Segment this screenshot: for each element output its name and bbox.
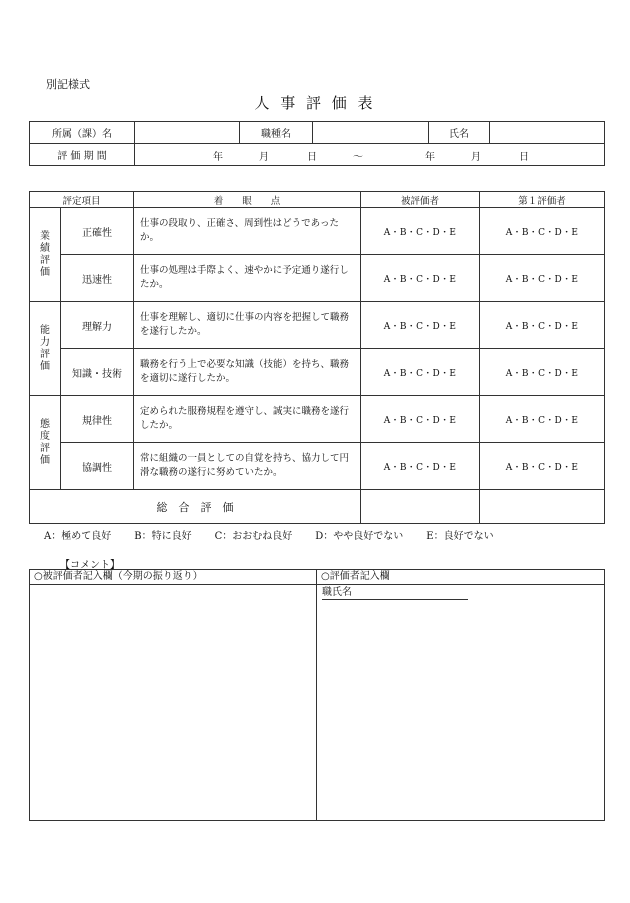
overall-first-field[interactable] [480,490,605,524]
item-label: 知識・技術 [61,349,134,396]
overall-self-field[interactable] [361,490,480,524]
category-cell [30,396,61,490]
category-label: 態度評価 [40,418,50,466]
table-row [30,255,605,302]
focus-text: 定められた服務規程を遵守し、誠実に職務を遂行したか。 [134,396,361,443]
legend-item: C：おおむね良好 [214,531,293,542]
period-month-end: 月 [471,152,481,163]
first-grade[interactable]: A・B・C・D・E [480,443,605,490]
signature-line[interactable] [322,586,468,600]
focus-text: 仕事の段取り、正確さ、周到性はどうであったか。 [134,208,361,255]
table-row [30,302,605,349]
signature-label: 職氏名 [322,587,352,598]
self-grade[interactable]: A・B・C・D・E [361,349,480,396]
self-grade[interactable]: A・B・C・D・E [361,255,480,302]
first-grade[interactable]: A・B・C・D・E [480,302,605,349]
evaluation-table [29,191,605,524]
grade-legend [44,527,604,542]
evaluator-comment-label: ○評価者記入欄 [317,570,604,585]
comment-box [29,569,605,821]
job-label: 職種名 [240,122,313,144]
first-grade[interactable]: A・B・C・D・E [480,255,605,302]
col-header-focus: 着 眼 点 [134,192,361,208]
focus-text: 職務を行う上で必要な知識（技能）を持ち、職務を適切に遂行したか。 [134,349,361,396]
first-grade[interactable]: A・B・C・D・E [480,208,605,255]
affiliation-label: 所属（課）名 [30,122,135,144]
col-header-first: 第１評価者 [480,192,605,208]
period-tilde: 〜 [353,152,363,163]
period-label: 評 価 期 間 [30,144,135,166]
page-title: 人 事 評 価 表 [254,94,376,112]
table-row [30,396,605,443]
self-comment-label: ○被評価者記入欄（今期の振り返り） [30,570,316,585]
self-comment-area[interactable] [30,570,317,820]
period-day-end: 日 [519,152,529,163]
self-grade[interactable]: A・B・C・D・E [361,443,480,490]
job-field[interactable] [313,122,429,144]
item-label: 正確性 [61,208,134,255]
legend-item: B：特に良好 [134,531,192,542]
item-label: 理解力 [61,302,134,349]
item-label: 協調性 [61,443,134,490]
category-label: 能力評価 [40,324,50,372]
legend-item: A：極めて良好 [44,531,112,542]
category-cell [30,208,61,302]
category-label: 業績評価 [40,230,50,278]
evaluator-comment-area[interactable] [317,570,604,820]
table-row [30,443,605,490]
header-info-table [29,121,605,166]
first-grade[interactable]: A・B・C・D・E [480,349,605,396]
period-month-start: 月 [259,152,269,163]
item-label: 迅速性 [61,255,134,302]
legend-item: E：良好でない [426,531,494,542]
period-year-start: 年 [213,152,223,163]
name-label: 氏名 [429,122,490,144]
table-row [30,349,605,396]
comment-heading: 【コメント】 [60,560,120,571]
period-year-end: 年 [425,152,435,163]
item-label: 規律性 [61,396,134,443]
table-row [30,208,605,255]
affiliation-field[interactable] [135,122,240,144]
first-grade[interactable]: A・B・C・D・E [480,396,605,443]
self-grade[interactable]: A・B・C・D・E [361,208,480,255]
focus-text: 仕事を理解し、適切に仕事の内容を把握して職務を遂行したか。 [134,302,361,349]
focus-text: 常に組織の一員としての自覚を持ち、協力して円滑な職務の遂行に努めていたか。 [134,443,361,490]
period-field[interactable] [135,144,605,166]
col-header-self: 被評価者 [361,192,480,208]
category-cell [30,302,61,396]
self-grade[interactable]: A・B・C・D・E [361,302,480,349]
period-day-start: 日 [307,152,317,163]
focus-text: 仕事の処理は手際よく、速やかに予定通り遂行したか。 [134,255,361,302]
col-header-item: 評定項目 [30,192,134,208]
form-label: 別記様式 [46,78,90,91]
name-field[interactable] [490,122,605,144]
self-grade[interactable]: A・B・C・D・E [361,396,480,443]
legend-item: D：やや良好でない [315,531,404,542]
overall-label: 総 合 評 価 [30,490,361,524]
